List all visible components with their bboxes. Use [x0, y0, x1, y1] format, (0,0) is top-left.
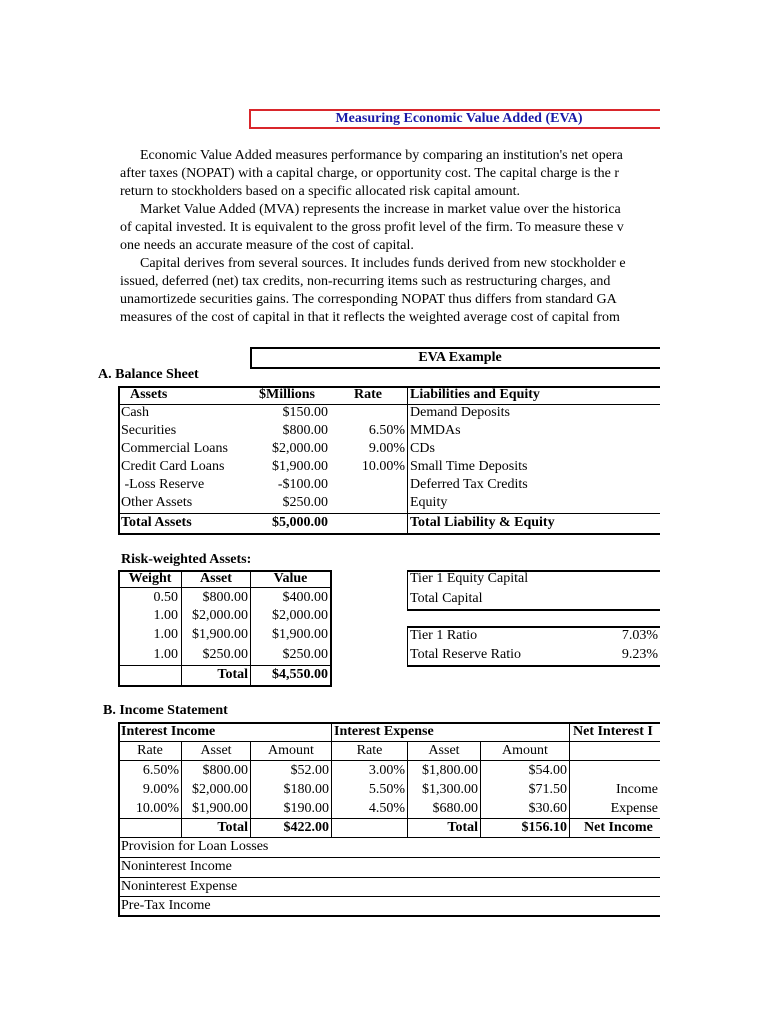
section-a-label: A. Balance Sheet	[98, 367, 199, 382]
rw-asset: $250.00	[202, 647, 248, 662]
ratio-value: 9.23%	[621, 647, 658, 662]
rw-weight: 0.50	[153, 590, 178, 605]
income-asset: $1,900.00	[192, 801, 248, 816]
income-amount: $190.00	[283, 801, 329, 816]
paragraph-line: Market Value Added (MVA) represents the increase in market value over the historica	[140, 202, 621, 217]
column-header: Rate	[354, 387, 382, 402]
asset-rate	[340, 476, 405, 494]
net-interest-label	[570, 762, 658, 780]
paragraph-line: after taxes (NOPAT) with a capital charge, or opportunity cost. The capital charge is the r	[120, 166, 620, 181]
rw-value: $250.00	[282, 647, 328, 662]
paragraph-line: one needs an accurate measure of the cost of capital.	[120, 238, 414, 253]
paragraph-line: Capital derives from several sources. It includes funds derived from new stockholder e	[140, 256, 626, 271]
column-header: Asset	[200, 571, 232, 586]
group-header: Net Interest I	[573, 724, 653, 739]
asset-amount: $2,000.00	[272, 441, 328, 456]
table-border	[118, 760, 660, 761]
expense-asset: $1,800.00	[422, 763, 478, 778]
column-header: Value	[273, 571, 308, 586]
column-header: $Millions	[259, 387, 316, 402]
expense-amount: $71.50	[528, 782, 567, 797]
expense-asset: $680.00	[432, 801, 478, 816]
asset-amount: $150.00	[282, 405, 328, 420]
table-border	[569, 722, 570, 838]
asset-amount: -$100.00	[277, 477, 328, 492]
table-border	[407, 626, 408, 666]
rw-asset: $2,000.00	[192, 608, 248, 623]
liability-name: CDs	[410, 441, 435, 456]
ratio-label: Tier 1 Ratio	[410, 628, 478, 643]
liability-name: Demand Deposits	[410, 405, 510, 420]
income-total-value: $422.00	[283, 820, 329, 835]
liability-name: Small Time Deposits	[410, 459, 528, 474]
paragraph-line: unamortizede securities gains. The corresponding NOPAT thus differs from standard GA	[120, 292, 617, 307]
paragraph-line: issued, deferred (net) tax credits, non-recurring items such as restructuring charges, and	[120, 274, 611, 289]
column-header: Amount	[502, 743, 548, 758]
liability-name: Equity	[410, 495, 448, 510]
income-line-item: Noninterest Expense	[121, 879, 238, 894]
rw-weight: 1.00	[153, 608, 178, 623]
income-line-item: Noninterest Income	[121, 859, 232, 874]
rw-weight: 1.00	[153, 627, 178, 642]
capital-label: Tier 1 Equity Capital	[410, 571, 529, 586]
income-amount: $180.00	[283, 782, 329, 797]
column-header: Amount	[268, 743, 314, 758]
net-interest-label: Income	[616, 782, 658, 797]
expense-asset: $1,300.00	[422, 782, 478, 797]
liability-name: MMDAs	[410, 423, 461, 438]
column-header: Asset	[200, 743, 232, 758]
capital-label: Total Capital	[410, 591, 483, 606]
table-border	[118, 386, 120, 535]
table-border	[407, 665, 660, 667]
income-rate: 6.50%	[142, 763, 179, 778]
asset-name: Other Assets	[121, 495, 193, 510]
column-header: Liabilities and Equity	[410, 387, 540, 402]
expense-rate: 4.50%	[368, 801, 405, 816]
net-interest-label: Expense	[610, 801, 658, 816]
table-border	[407, 570, 408, 610]
asset-name: Credit Card Loans	[121, 459, 225, 474]
income-line-item: Provision for Loan Losses	[121, 839, 269, 854]
income-rate: 10.00%	[135, 801, 179, 816]
income-amount: $52.00	[290, 763, 329, 778]
page-title: Measuring Economic Value Added (EVA)	[335, 111, 583, 126]
column-header: Assets	[130, 387, 168, 402]
table-border	[118, 386, 660, 388]
table-border	[118, 685, 332, 687]
asset-amount: $250.00	[282, 495, 328, 510]
rw-asset: $800.00	[202, 590, 248, 605]
group-header: Interest Income	[121, 724, 216, 739]
expense-amount: $54.00	[528, 763, 567, 778]
table-border	[118, 513, 660, 514]
asset-rate	[340, 494, 405, 512]
column-header: Rate	[137, 743, 163, 758]
column-header: Asset	[428, 743, 460, 758]
table-border	[118, 533, 660, 535]
asset-amount: $1,900.00	[272, 459, 328, 474]
asset-name: Commercial Loans	[121, 441, 228, 456]
table-border	[330, 570, 332, 687]
income-line-item: Pre-Tax Income	[121, 898, 211, 913]
eva-example-heading: EVA Example	[250, 347, 660, 369]
income-asset: $2,000.00	[192, 782, 248, 797]
table-border	[331, 722, 332, 838]
total-liability-label: Total Liability & Equity	[410, 515, 555, 530]
rw-value: $2,000.00	[272, 608, 328, 623]
column-header: Rate	[356, 743, 383, 758]
total-assets-value: $5,000.00	[272, 515, 328, 530]
rw-asset: $1,900.00	[192, 627, 248, 642]
expense-rate: 5.50%	[368, 782, 405, 797]
income-rate: 9.00%	[142, 782, 179, 797]
group-header: Interest Expense	[334, 724, 434, 739]
paragraph-line: return to stockholders based on a specific allocated risk capital amount.	[120, 184, 521, 199]
rw-total-label: Total	[217, 667, 248, 682]
asset-rate: 9.00%	[368, 441, 405, 456]
paragraph-line: measures of the cost of capital in that it reflects the weighted average cost of capital from	[120, 310, 620, 325]
liability-name: Deferred Tax Credits	[410, 477, 528, 492]
table-border	[407, 386, 408, 535]
expense-total-value: $156.10	[521, 820, 567, 835]
expense-amount: $30.60	[528, 801, 567, 816]
asset-rate: 10.00%	[361, 459, 405, 474]
rw-weight: 1.00	[153, 647, 178, 662]
column-header: Weight	[128, 571, 172, 586]
asset-name: Cash	[121, 405, 149, 420]
paragraph-line: Economic Value Added measures performance by comparing an institution's net opera	[140, 148, 623, 163]
total-assets-label: Total Assets	[121, 515, 192, 530]
rw-total-value: $4,550.00	[272, 667, 328, 682]
paragraph-line: of capital invested. It is equivalent to the gross profit level of the firm. To measure these v	[120, 220, 624, 235]
ratio-label: Total Reserve Ratio	[410, 647, 521, 662]
table-border	[118, 915, 660, 917]
expense-rate: 3.00%	[368, 763, 405, 778]
rw-value: $1,900.00	[272, 627, 328, 642]
asset-rate: 6.50%	[368, 423, 405, 438]
asset-name: -Loss Reserve	[121, 477, 205, 492]
ratio-value: 7.03%	[621, 628, 658, 643]
asset-amount: $800.00	[282, 423, 328, 438]
section-b-label: B. Income Statement	[103, 703, 228, 718]
asset-name: Securities	[121, 423, 177, 438]
table-border	[407, 609, 660, 611]
expense-total-label: Total	[447, 820, 478, 835]
asset-rate	[340, 404, 405, 422]
risk-weighted-label: Risk-weighted Assets:	[121, 552, 252, 567]
income-asset: $800.00	[202, 763, 248, 778]
net-income-label: Net Income	[584, 820, 653, 835]
income-total-label: Total	[217, 820, 248, 835]
rw-value: $400.00	[282, 590, 328, 605]
